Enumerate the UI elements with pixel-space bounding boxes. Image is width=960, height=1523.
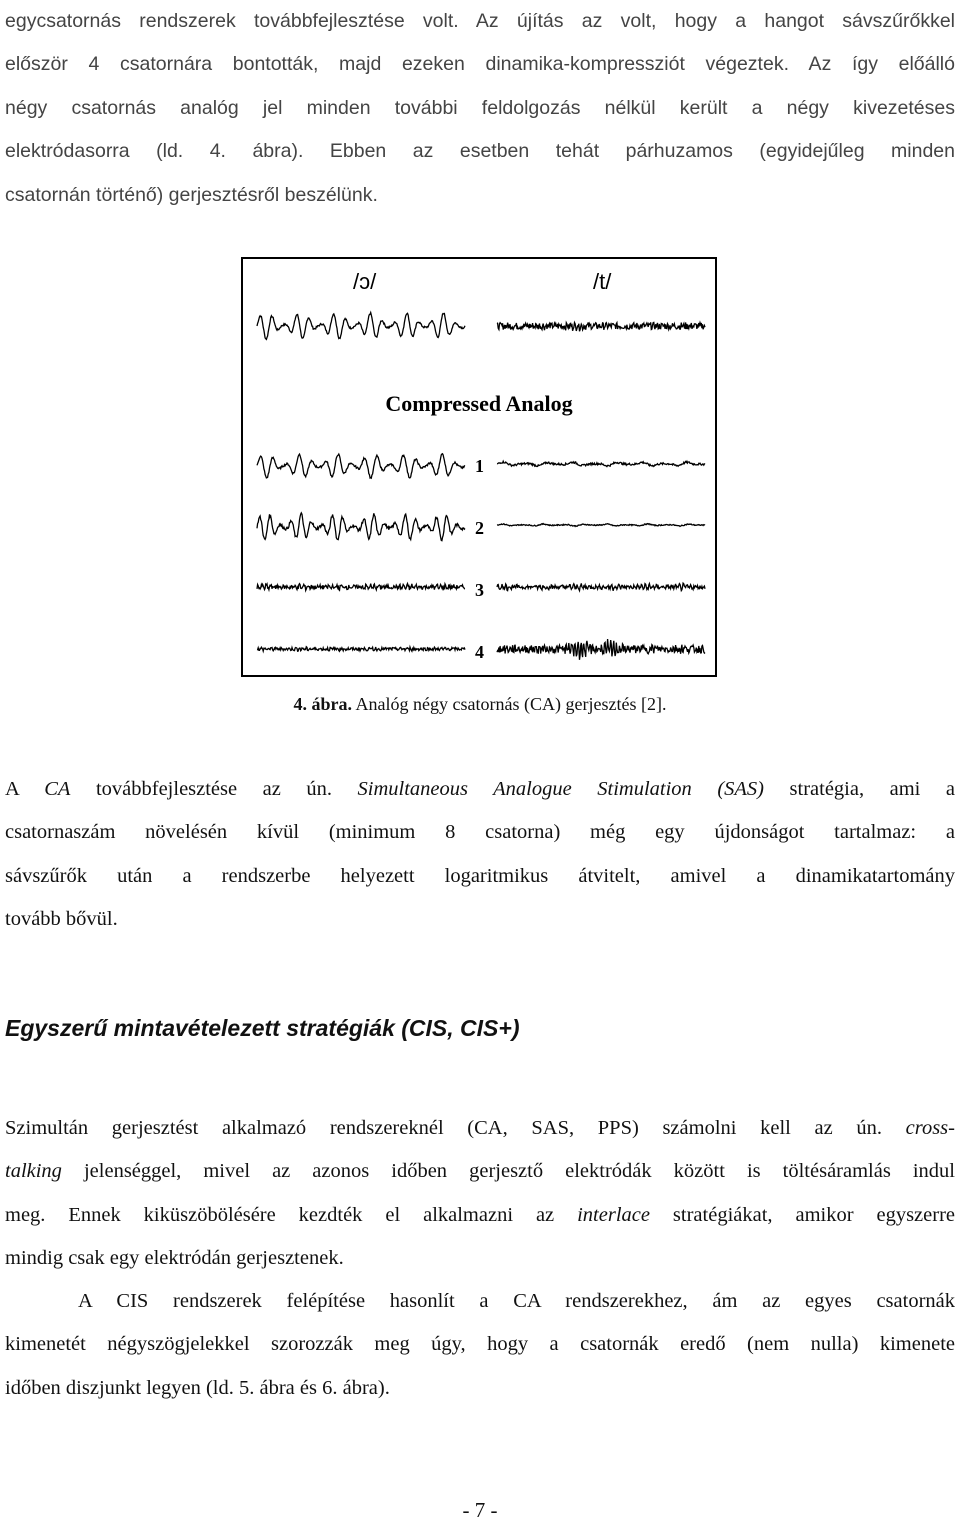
cis1-italic: cross-	[905, 1117, 955, 1139]
figure-label-vowel: /ɔ/	[353, 269, 377, 294]
sas-line-1	[5, 768, 955, 811]
waveform-vowel-input	[257, 313, 465, 340]
page-number: - 7 -	[462, 1498, 498, 1522]
cis-paragraph-1	[5, 1107, 955, 1281]
figure-caption	[0, 694, 960, 715]
intro-line-4: elektródasorra (ld. 4. ábra). Ebben az esetben tehát párhuzamos (egyidejűleg minden	[5, 140, 955, 163]
channel-number-3: 3	[475, 580, 484, 600]
figure-label-consonant: /t/	[593, 269, 612, 294]
sas-text: továbbfejlesztése az ún.	[70, 778, 358, 800]
cis2-line-3: időben diszjunkt legyen (ld. 5. ábra és 6. ábra).	[5, 1376, 390, 1399]
sas-text: stratégia, ami a	[764, 778, 955, 800]
sas-italic-term: Simultaneous Analogue Stimulation (SAS)	[357, 778, 764, 800]
cis1-line-2	[5, 1150, 955, 1193]
cis1-line-4: mindig csak egy elektródán gerjesztenek.	[5, 1247, 344, 1270]
intro-paragraph	[5, 0, 955, 217]
cis2-line-1: A CIS rendszerek felépítése hasonlít a CA rendszerekhez, ám az egyes csatornák	[78, 1290, 955, 1312]
cis1-italic: talking	[5, 1160, 62, 1183]
waveform-ch4-consonant	[497, 639, 705, 660]
waveform-ch3-vowel	[257, 584, 465, 591]
sas-paragraph	[5, 768, 955, 942]
channel-number-1: 1	[475, 456, 484, 476]
waveform-ch1-consonant	[497, 461, 705, 466]
cis1-line-1	[5, 1107, 955, 1150]
figure-4-box	[241, 257, 717, 677]
intro-line-3: négy csatornás analóg jel minden további feldolgozás nélkül került a négy kivezetéses	[5, 96, 955, 119]
cis1-italic: interlace	[577, 1203, 650, 1226]
sas-line-3: sávszűrők után a rendszerbe helyezett logaritmikus átvitelt, amivel a dinamikatartomány	[5, 864, 955, 887]
channel-number-2: 2	[475, 518, 484, 538]
figure-title: Compressed Analog	[385, 391, 573, 416]
waveform-ch2-vowel	[257, 513, 465, 541]
intro-line-1: egycsatornás rendszerek továbbfejlesztése volt. Az újítás az volt, hogy a hangot sávszűrőkkel	[5, 10, 955, 32]
waveform-consonant-input	[497, 322, 705, 331]
cis1-text: stratégiákat, amikor egyszerre	[649, 1203, 956, 1226]
sas-line-2: csatornaszám növelésén kívül (minimum 8 csatorna) még egy újdonságot tartalmaz: a	[5, 821, 955, 844]
sas-italic-ca: CA	[44, 778, 71, 800]
waveform-ch3-consonant	[497, 583, 705, 591]
waveform-ch2-consonant	[497, 524, 705, 527]
waveform-ch4-vowel	[257, 647, 465, 652]
cis1-line-3	[5, 1194, 955, 1237]
sas-text: A	[5, 778, 45, 800]
waveform-ch1-vowel	[257, 454, 465, 478]
caption-label: 4. ábra.	[293, 694, 353, 714]
caption-text: Analóg négy csatornás (CA) gerjesztés [2].	[352, 694, 667, 714]
figure-4-waveforms	[243, 259, 715, 675]
cis1-text: Szimultán gerjesztést alkalmazó rendszereknél (CA, SAS, PPS) számolni kell az ún.	[5, 1117, 906, 1139]
intro-line-2: először 4 csatornára bontották, majd ezeken dinamika-kompressziót végeztek. Az így előálló	[5, 53, 955, 76]
cis1-text: jelenséggel, mivel az azonos időben gerjesztő elektródák között is töltésáramlás indul	[61, 1160, 955, 1183]
cis2-line-2: kimenetét négyszögjelekkel szorozzák meg úgy, hogy a csatornák eredő (nem nulla) kimenete	[5, 1333, 955, 1356]
section-heading: Egyszerű mintavételezett stratégiák (CIS, CIS+)	[5, 1015, 520, 1041]
channel-number-4: 4	[475, 642, 484, 662]
cis1-text: meg. Ennek kiküszöbölésére kezdték el alkalmazni az	[5, 1203, 578, 1226]
cis-paragraph-2	[5, 1280, 955, 1410]
sas-line-4: tovább bővül.	[5, 908, 118, 931]
intro-line-5: csatornán történő) gerjesztésről beszélünk.	[5, 183, 378, 206]
